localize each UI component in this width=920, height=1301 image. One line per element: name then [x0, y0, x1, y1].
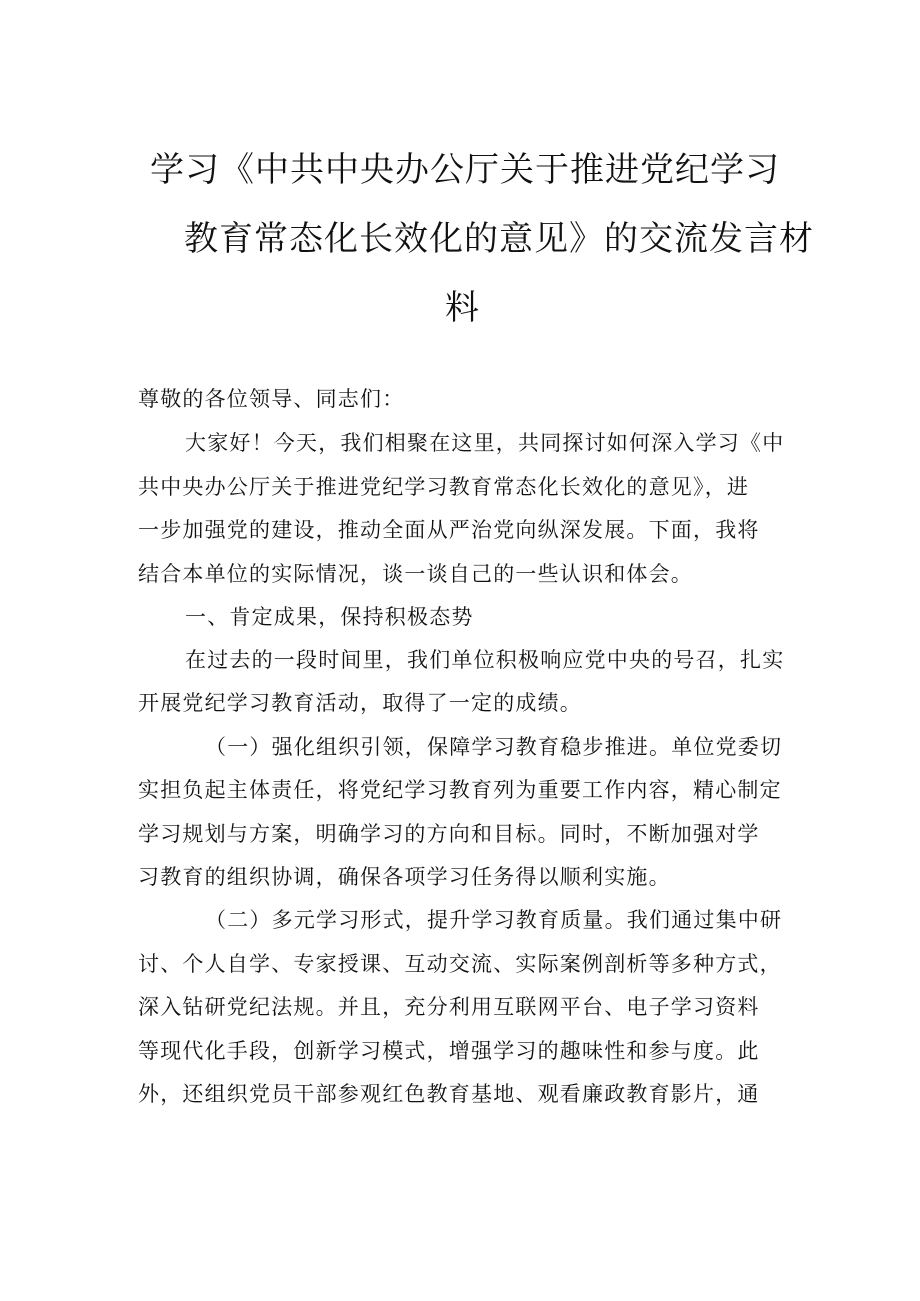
point-2-line-2: 讨、个人自学、专家授课、互动交流、实际案例剖析等多种方式，	[138, 952, 782, 976]
intro-line-4: 结合本单位的实际情况，谈一谈自己的一些认识和体会。	[138, 562, 693, 586]
document-title-line-3: 料	[445, 288, 480, 328]
point-1-line-1: （一）强化组织引领，保障学习教育稳步推进。单位党委切	[205, 735, 783, 759]
point-2-line-5: 外，还组织党员干部参观红色教育基地、观看廉政教育影片，通	[138, 1082, 760, 1106]
intro-line-2: 共中央办公厅关于推进党纪学习教育常态化长效化的意见》，进	[138, 475, 750, 499]
intro-line-1: 大家好！今天，我们相聚在这里，共同探讨如何深入学习《中	[185, 431, 785, 455]
point-2-line-3: 深入钻研党纪法规。并且，充分利用互联网平台、电子学习资料	[138, 995, 760, 1019]
section-1-heading: 一、肯定成果，保持积极态势	[185, 605, 474, 629]
point-1-line-3: 学习规划与方案，明确学习的方向和目标。同时，不断加强对学	[138, 822, 760, 846]
point-2-line-1: （二）多元学习形式，提升学习教育质量。我们通过集中研	[205, 908, 783, 932]
point-1-line-4: 习教育的组织协调，确保各项学习任务得以顺利实施。	[138, 865, 671, 889]
section-1-intro-line-1: 在过去的一段时间里，我们单位积极响应党中央的号召，扎实	[185, 648, 785, 672]
salutation: 尊敬的各位领导、同志们：	[138, 387, 405, 411]
point-1-line-2: 实担负起主体责任，将党纪学习教育列为重要工作内容，精心制定	[138, 778, 782, 802]
intro-line-3: 一步加强党的建设，推动全面从严治党向纵深发展。下面，我将	[138, 518, 760, 542]
document-title-line-2: 教育常态化长效化的意见》的交流发言材	[184, 219, 814, 259]
section-1-intro-line-2: 开展党纪学习教育活动，取得了一定的成绩。	[138, 691, 582, 715]
point-2-line-4: 等现代化手段，创新学习模式，增强学习的趣味性和参与度。此	[138, 1039, 760, 1063]
document-title-line-1: 学习《中共中央办公厅关于推进党纪学习	[150, 150, 780, 190]
